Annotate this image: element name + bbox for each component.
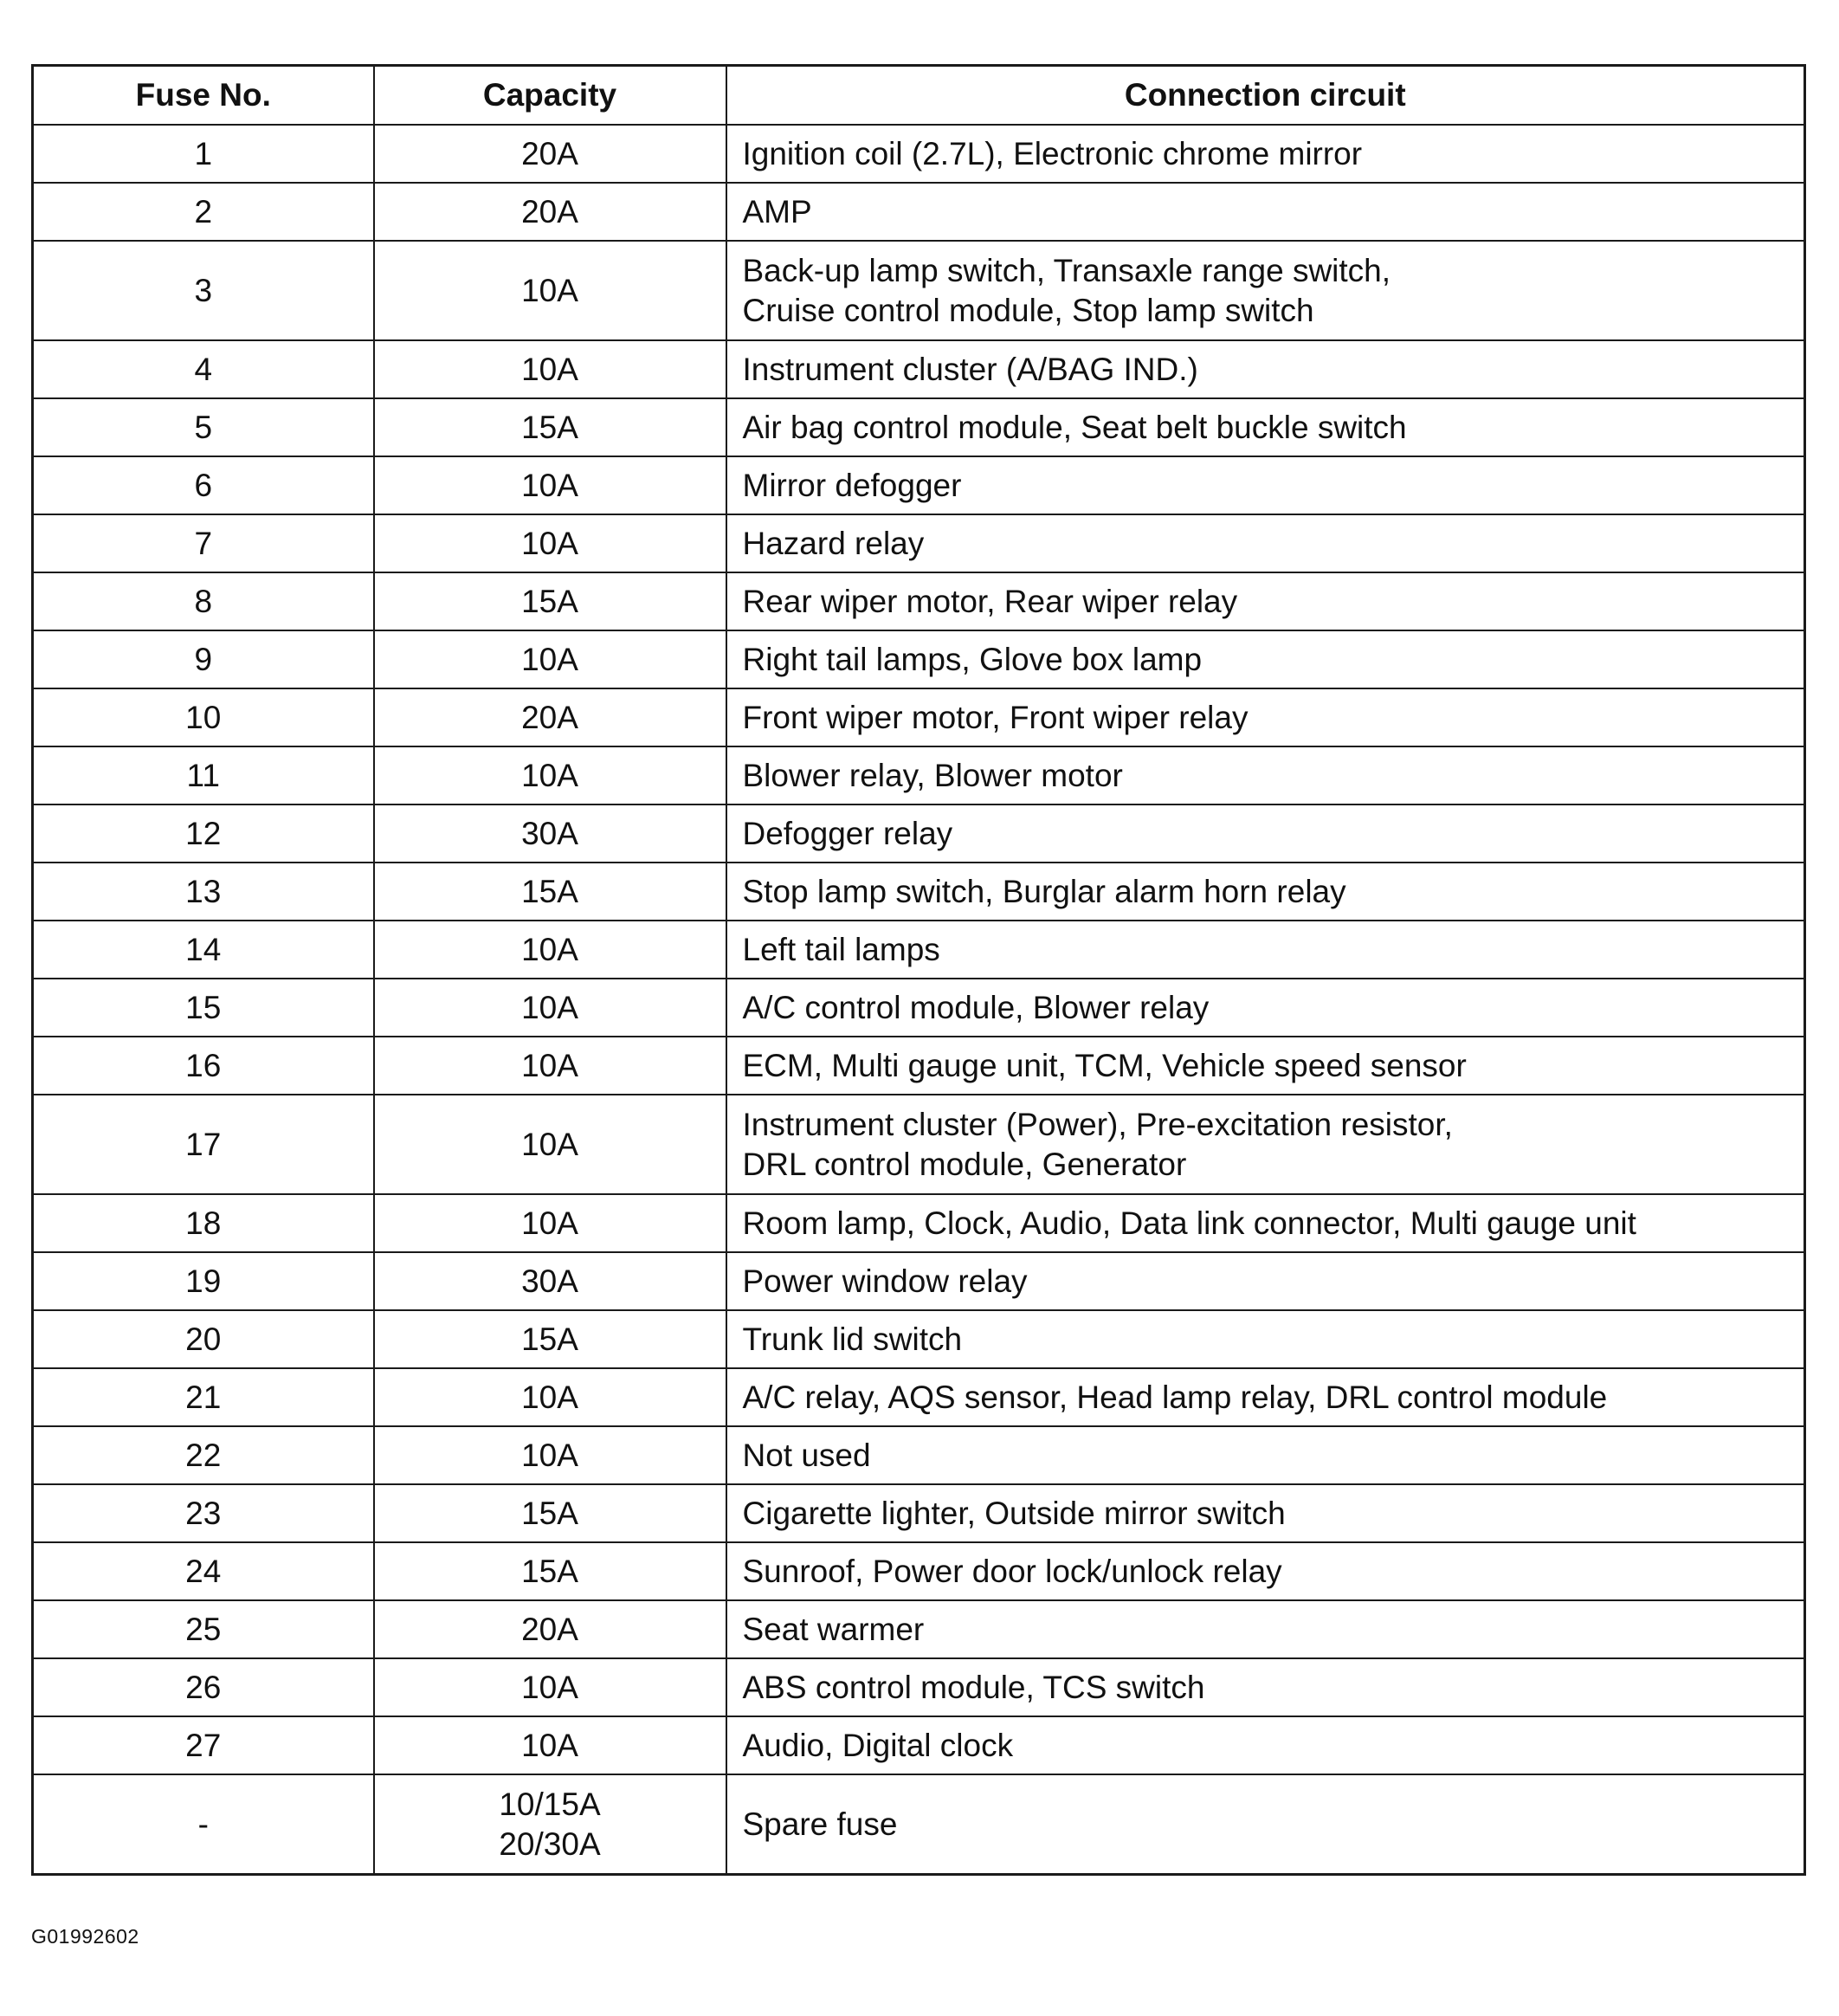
capacity-text: 10A bbox=[521, 272, 578, 308]
header-capacity: Capacity bbox=[374, 66, 726, 126]
fuse-table-body bbox=[33, 125, 1805, 1875]
connection-circuit-cell bbox=[726, 572, 1805, 630]
fuse-number-cell: 11 bbox=[33, 746, 374, 804]
fuse-number-cell: 9 bbox=[33, 630, 374, 688]
header-fuse-no: Fuse No. bbox=[33, 66, 374, 126]
fuse-number-cell: 23 bbox=[33, 1484, 374, 1542]
fuse-number-cell: 14 bbox=[33, 921, 374, 979]
connection-circuit-cell bbox=[726, 1542, 1805, 1600]
circuit-text: Ignition coil (2.7L), Electronic chrome mirror bbox=[742, 135, 1363, 171]
capacity-text: 10A bbox=[521, 641, 578, 677]
capacity-cell bbox=[374, 1426, 726, 1484]
capacity-text: 10A bbox=[521, 1727, 578, 1763]
table-row bbox=[33, 630, 1805, 688]
connection-circuit-cell bbox=[726, 1484, 1805, 1542]
capacity-cell bbox=[374, 746, 726, 804]
capacity-text: 10/15A bbox=[499, 1786, 601, 1822]
capacity-cell bbox=[374, 1600, 726, 1658]
table-row bbox=[33, 1484, 1805, 1542]
connection-circuit-cell bbox=[726, 514, 1805, 572]
capacity-cell bbox=[374, 1310, 726, 1368]
circuit-text: Rear wiper motor, Rear wiper relay bbox=[742, 583, 1238, 619]
connection-circuit-cell bbox=[726, 1368, 1805, 1426]
circuit-text: Not used bbox=[742, 1437, 871, 1473]
capacity-cell bbox=[374, 630, 726, 688]
connection-circuit-cell bbox=[726, 1095, 1805, 1194]
table-row bbox=[33, 746, 1805, 804]
table-row bbox=[33, 979, 1805, 1037]
table-row bbox=[33, 1037, 1805, 1095]
fuse-number-cell: 7 bbox=[33, 514, 374, 572]
table-row bbox=[33, 340, 1805, 398]
capacity-cell bbox=[374, 514, 726, 572]
capacity-text: 20A bbox=[521, 135, 578, 171]
connection-circuit-cell bbox=[726, 183, 1805, 241]
connection-circuit-cell bbox=[726, 125, 1805, 183]
connection-circuit-cell bbox=[726, 1658, 1805, 1716]
capacity-text: 15A bbox=[521, 1553, 578, 1589]
capacity-text: 15A bbox=[521, 873, 578, 909]
circuit-text: Stop lamp switch, Burglar alarm horn relay bbox=[742, 873, 1346, 909]
capacity-cell bbox=[374, 183, 726, 241]
capacity-text: 15A bbox=[521, 1495, 578, 1531]
capacity-cell bbox=[374, 1542, 726, 1600]
table-row bbox=[33, 572, 1805, 630]
capacity-text: 10A bbox=[521, 989, 578, 1025]
circuit-text: Cigarette lighter, Outside mirror switch bbox=[742, 1495, 1286, 1531]
connection-circuit-cell bbox=[726, 340, 1805, 398]
circuit-text: Audio, Digital clock bbox=[742, 1727, 1014, 1763]
connection-circuit-cell bbox=[726, 921, 1805, 979]
fuse-number-cell: 17 bbox=[33, 1095, 374, 1194]
capacity-text: 10A bbox=[521, 931, 578, 967]
capacity-cell bbox=[374, 398, 726, 456]
capacity-cell bbox=[374, 572, 726, 630]
fuse-number-cell: 19 bbox=[33, 1252, 374, 1310]
connection-circuit-cell bbox=[726, 804, 1805, 863]
capacity-cell bbox=[374, 979, 726, 1037]
capacity-cell bbox=[374, 1658, 726, 1716]
capacity-text: 20/30A bbox=[499, 1825, 601, 1862]
connection-circuit-cell bbox=[726, 1194, 1805, 1252]
capacity-cell bbox=[374, 1095, 726, 1194]
fuse-number-cell: 24 bbox=[33, 1542, 374, 1600]
table-row bbox=[33, 1774, 1805, 1875]
connection-circuit-cell bbox=[726, 1252, 1805, 1310]
capacity-cell bbox=[374, 340, 726, 398]
connection-circuit-cell bbox=[726, 863, 1805, 921]
fuse-number-cell: 21 bbox=[33, 1368, 374, 1426]
capacity-cell bbox=[374, 1368, 726, 1426]
table-row bbox=[33, 1368, 1805, 1426]
connection-circuit-cell bbox=[726, 1037, 1805, 1095]
fuse-number-cell: 6 bbox=[33, 456, 374, 514]
capacity-cell bbox=[374, 1252, 726, 1310]
capacity-text: 15A bbox=[521, 409, 578, 445]
circuit-text: Mirror defogger bbox=[742, 467, 962, 503]
table-row bbox=[33, 125, 1805, 183]
circuit-text: ABS control module, TCS switch bbox=[742, 1669, 1205, 1705]
connection-circuit-cell bbox=[726, 979, 1805, 1037]
connection-circuit-cell bbox=[726, 688, 1805, 746]
capacity-text: 10A bbox=[521, 757, 578, 793]
capacity-cell bbox=[374, 863, 726, 921]
header-row bbox=[33, 66, 1805, 126]
circuit-text: Air bag control module, Seat belt buckle switch bbox=[742, 409, 1407, 445]
fuse-number-cell: 22 bbox=[33, 1426, 374, 1484]
connection-circuit-cell bbox=[726, 746, 1805, 804]
circuit-text: DRL control module, Generator bbox=[742, 1146, 1187, 1182]
capacity-text: 10A bbox=[521, 1437, 578, 1473]
capacity-text: 10A bbox=[521, 1379, 578, 1415]
capacity-text: 15A bbox=[521, 1321, 578, 1357]
fuse-number-cell: 2 bbox=[33, 183, 374, 241]
capacity-text: 10A bbox=[521, 1205, 578, 1241]
capacity-text: 10A bbox=[521, 467, 578, 503]
connection-circuit-cell bbox=[726, 1426, 1805, 1484]
capacity-cell bbox=[374, 456, 726, 514]
capacity-cell bbox=[374, 804, 726, 863]
capacity-text: 10A bbox=[521, 1669, 578, 1705]
circuit-text: Spare fuse bbox=[742, 1806, 898, 1842]
capacity-cell bbox=[374, 241, 726, 340]
table-row bbox=[33, 398, 1805, 456]
fuse-number-cell: 3 bbox=[33, 241, 374, 340]
fuse-number-cell: 15 bbox=[33, 979, 374, 1037]
capacity-text: 20A bbox=[521, 1611, 578, 1647]
fuse-number-cell: 20 bbox=[33, 1310, 374, 1368]
fuse-number-cell: 26 bbox=[33, 1658, 374, 1716]
capacity-cell bbox=[374, 1194, 726, 1252]
capacity-cell bbox=[374, 1774, 726, 1875]
capacity-text: 10A bbox=[521, 1047, 578, 1083]
capacity-cell bbox=[374, 688, 726, 746]
figure-id: G01992602 bbox=[31, 1925, 139, 1948]
circuit-text: Sunroof, Power door lock/unlock relay bbox=[742, 1553, 1282, 1589]
capacity-text: 30A bbox=[521, 1263, 578, 1299]
capacity-text: 30A bbox=[521, 815, 578, 851]
fuse-number-cell: 25 bbox=[33, 1600, 374, 1658]
table-row bbox=[33, 183, 1805, 241]
capacity-cell bbox=[374, 125, 726, 183]
circuit-text: Trunk lid switch bbox=[742, 1321, 963, 1357]
table-row bbox=[33, 1426, 1805, 1484]
table-row bbox=[33, 1095, 1805, 1194]
circuit-text: Back-up lamp switch, Transaxle range switch, bbox=[742, 252, 1391, 288]
fuse-number-cell: 18 bbox=[33, 1194, 374, 1252]
circuit-text: Power window relay bbox=[742, 1263, 1028, 1299]
table-row bbox=[33, 921, 1805, 979]
circuit-text: Room lamp, Clock, Audio, Data link connector, Multi gauge unit bbox=[742, 1205, 1636, 1241]
table-row bbox=[33, 1716, 1805, 1774]
circuit-text: Cruise control module, Stop lamp switch bbox=[742, 292, 1314, 328]
fuse-number-cell: 12 bbox=[33, 804, 374, 863]
table-row bbox=[33, 514, 1805, 572]
table-row bbox=[33, 456, 1805, 514]
fuse-number-cell: 27 bbox=[33, 1716, 374, 1774]
fuse-number-cell: 8 bbox=[33, 572, 374, 630]
table-row bbox=[33, 241, 1805, 340]
circuit-text: A/C control module, Blower relay bbox=[742, 989, 1210, 1025]
connection-circuit-cell bbox=[726, 398, 1805, 456]
table-row bbox=[33, 1658, 1805, 1716]
capacity-cell bbox=[374, 1484, 726, 1542]
circuit-text: Right tail lamps, Glove box lamp bbox=[742, 641, 1203, 677]
capacity-text: 10A bbox=[521, 1126, 578, 1162]
connection-circuit-cell bbox=[726, 1310, 1805, 1368]
table-row bbox=[33, 1194, 1805, 1252]
circuit-text: A/C relay, AQS sensor, Head lamp relay, DRL control module bbox=[742, 1379, 1608, 1415]
capacity-text: 10A bbox=[521, 525, 578, 561]
table-row bbox=[33, 688, 1805, 746]
fuse-number-cell: 10 bbox=[33, 688, 374, 746]
circuit-text: Instrument cluster (Power), Pre-excitation resistor, bbox=[742, 1106, 1453, 1142]
circuit-text: Hazard relay bbox=[742, 525, 925, 561]
fuse-number-cell: 1 bbox=[33, 125, 374, 183]
fuse-table bbox=[31, 64, 1806, 1876]
table-row bbox=[33, 1600, 1805, 1658]
capacity-text: 20A bbox=[521, 699, 578, 735]
fuse-number-cell: - bbox=[33, 1774, 374, 1875]
table-row bbox=[33, 1542, 1805, 1600]
header-connection-circuit: Connection circuit bbox=[726, 66, 1805, 126]
table-row bbox=[33, 1252, 1805, 1310]
circuit-text: Instrument cluster (A/BAG IND.) bbox=[742, 351, 1198, 387]
capacity-text: 15A bbox=[521, 583, 578, 619]
connection-circuit-cell bbox=[726, 456, 1805, 514]
circuit-text: Front wiper motor, Front wiper relay bbox=[742, 699, 1249, 735]
table-row bbox=[33, 804, 1805, 863]
fuse-number-cell: 13 bbox=[33, 863, 374, 921]
connection-circuit-cell bbox=[726, 630, 1805, 688]
circuit-text: Left tail lamps bbox=[742, 931, 940, 967]
capacity-cell bbox=[374, 1037, 726, 1095]
circuit-text: Blower relay, Blower motor bbox=[742, 757, 1123, 793]
circuit-text: ECM, Multi gauge unit, TCM, Vehicle speed sensor bbox=[742, 1047, 1467, 1083]
circuit-text: Seat warmer bbox=[742, 1611, 925, 1647]
fuse-number-cell: 16 bbox=[33, 1037, 374, 1095]
fuse-number-cell: 4 bbox=[33, 340, 374, 398]
table-row bbox=[33, 863, 1805, 921]
connection-circuit-cell bbox=[726, 241, 1805, 340]
connection-circuit-cell bbox=[726, 1600, 1805, 1658]
fuse-number-cell: 5 bbox=[33, 398, 374, 456]
capacity-text: 20A bbox=[521, 193, 578, 229]
capacity-cell bbox=[374, 1716, 726, 1774]
table-row bbox=[33, 1310, 1805, 1368]
connection-circuit-cell bbox=[726, 1774, 1805, 1875]
circuit-text: Defogger relay bbox=[742, 815, 953, 851]
circuit-text: AMP bbox=[742, 193, 812, 229]
connection-circuit-cell bbox=[726, 1716, 1805, 1774]
capacity-text: 10A bbox=[521, 351, 578, 387]
capacity-cell bbox=[374, 921, 726, 979]
